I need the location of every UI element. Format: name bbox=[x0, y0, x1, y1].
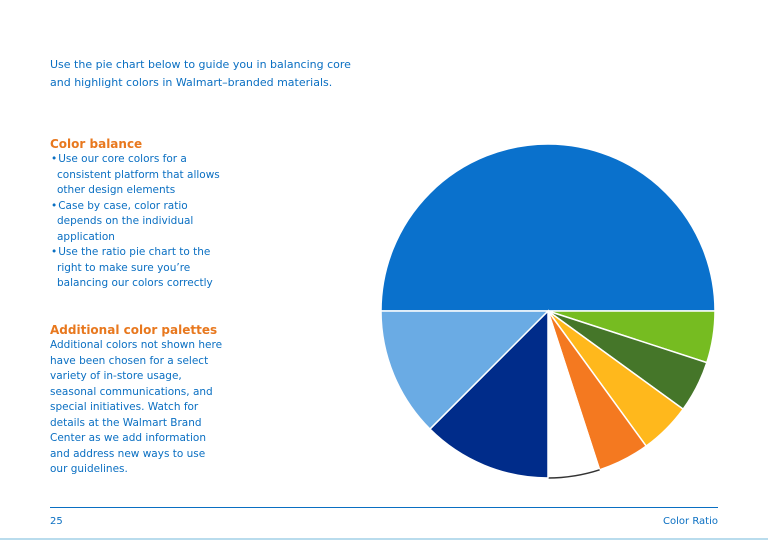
additional-palettes-body: Additional colors not shown here have been chosen for a select variety of in-store usage, seasonal communications, and special initiatives. Watch for details at the Walmart Brand Center as we add information and address new ways to use our guidelines. bbox=[50, 339, 223, 475]
color-balance-heading: Color balance bbox=[50, 137, 143, 151]
footer-divider bbox=[50, 507, 718, 508]
color-balance-bullet: • Use our core colors for a consistent platform that allows other design elements bbox=[50, 152, 232, 199]
color-balance-bullet: • Use the ratio pie chart to the right to make sure you’re balancing our colors correctly bbox=[50, 245, 232, 292]
color-balance-section bbox=[50, 136, 232, 292]
pie-slice-0 bbox=[381, 144, 715, 311]
color-balance-bullet: • Case by case, color ratio depends on the individual application bbox=[50, 199, 232, 246]
color-balance-list bbox=[50, 152, 232, 292]
bottom-edge-line bbox=[0, 538, 768, 540]
additional-palettes-heading: Additional color palettes bbox=[50, 323, 218, 337]
additional-palettes-section bbox=[50, 322, 225, 478]
footer-title: Color Ratio bbox=[663, 516, 718, 527]
intro-text: Use the pie chart below to guide you in balancing core and highlight colors in Walmart–branded materials. bbox=[50, 58, 351, 89]
page-number: 25 bbox=[50, 516, 63, 527]
color-ratio-pie-chart bbox=[370, 132, 730, 492]
